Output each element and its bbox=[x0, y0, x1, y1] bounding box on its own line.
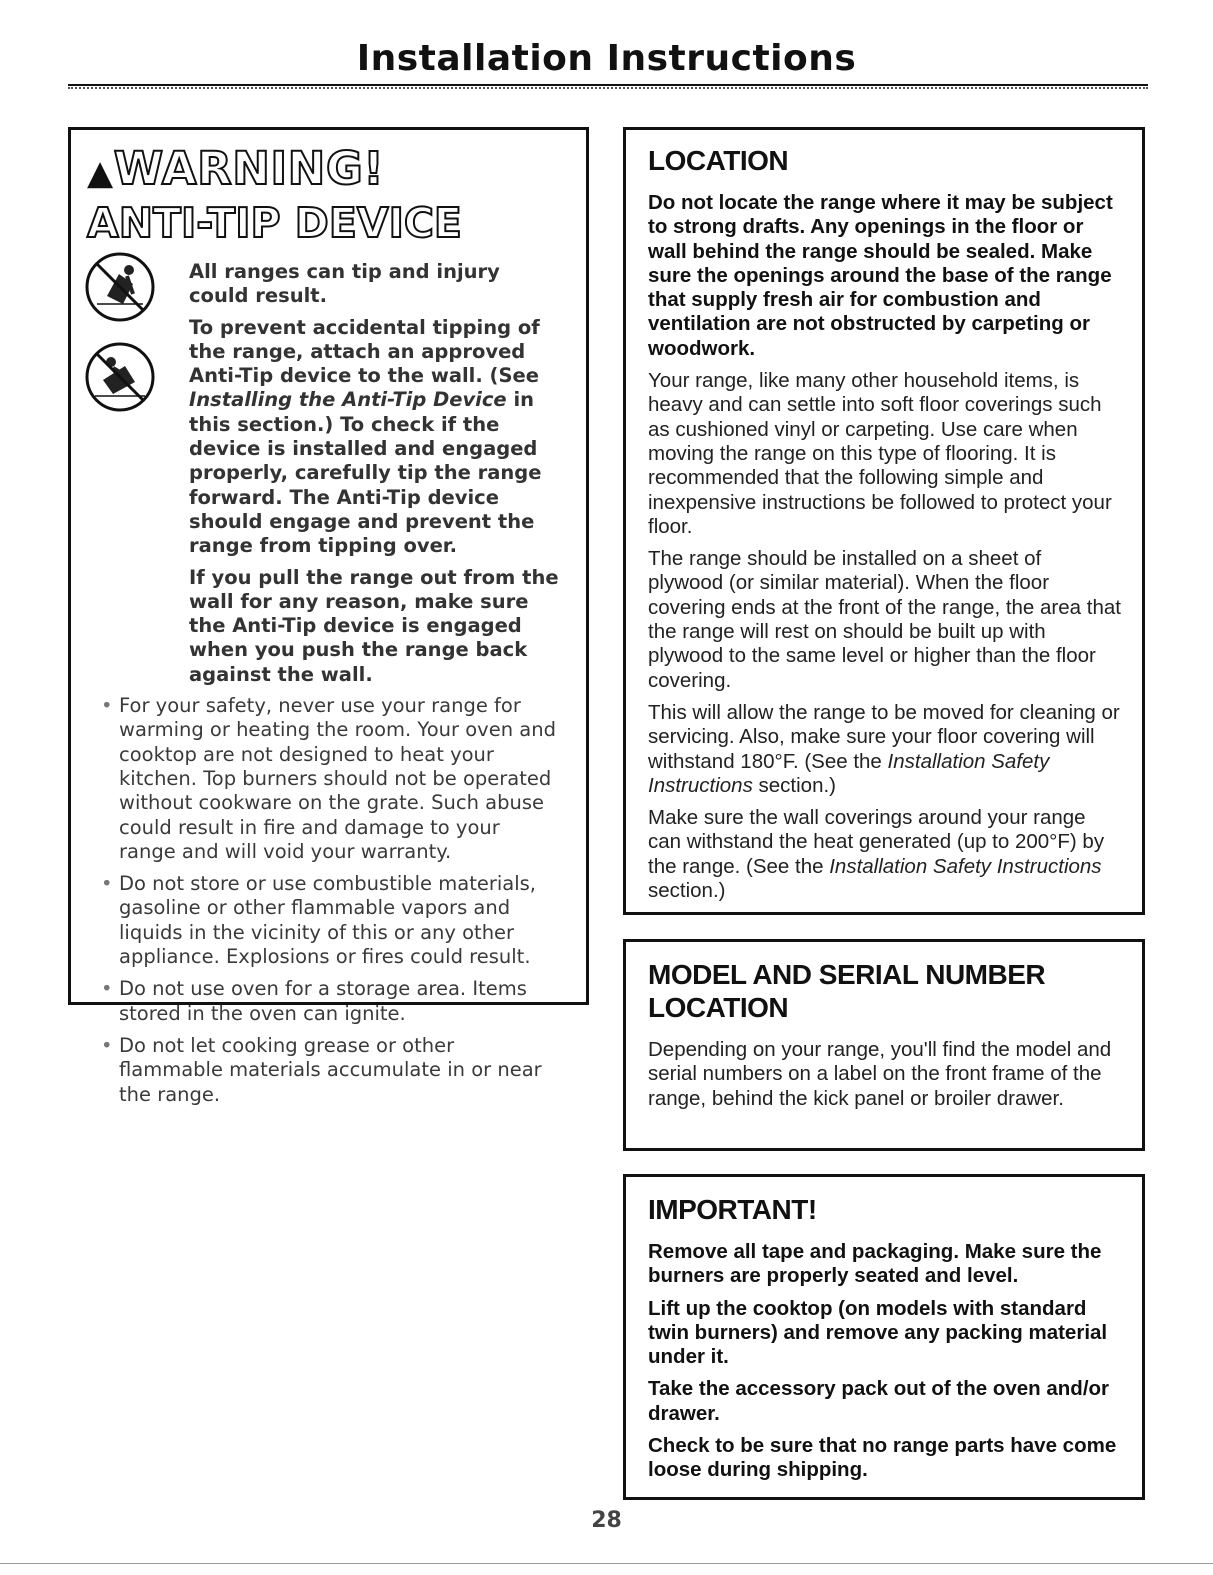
location-paragraph-4 bbox=[648, 806, 1122, 903]
model-serial-title-line-1: MODEL AND SERIAL NUMBER bbox=[648, 959, 1046, 990]
model-serial-box bbox=[623, 939, 1145, 1151]
location-p4-pre: Make sure the wall coverings around your range can withstand the heat generated (up to 200°F) by the range. (See the bbox=[648, 806, 1105, 878]
location-box bbox=[623, 127, 1145, 915]
warning-heading-text: WARNING! bbox=[113, 142, 385, 195]
warning-icons bbox=[83, 250, 183, 430]
warning-bullet: • Do not store or use combustible materials, gasoline or other flammable vapors and liquids in the vicinity of this or any other appliance. Explosions or fires could result. bbox=[101, 872, 562, 969]
page-number: 28 bbox=[591, 1508, 622, 1533]
page-title: Installation Instructions bbox=[356, 38, 857, 79]
warning-heading bbox=[87, 144, 562, 198]
location-bold-paragraph: Do not locate the range where it may be subject to strong drafts. Any openings in the floor or wall behind the range should be sealed. Make sure the openings around the base of the range that supply fresh air for combustion and ventilation are not obstructed by carpeting or woodwork. bbox=[648, 191, 1113, 360]
location-paragraph-2: The range should be installed on a sheet of plywood (or similar material). When the floor covering ends at the front of the range, the area that the range will rest on should be built up with plywood to the same level or higher than the floor covering. bbox=[648, 547, 1121, 692]
location-paragraph-3 bbox=[648, 701, 1122, 798]
important-box bbox=[623, 1174, 1145, 1500]
location-paragraph-1: Your range, like many other household items, is heavy and can settle into soft floor coverings such as cushioned vinyl or carpeting. Use care when moving the range on this type of flooring. It is recommended that the following simple and inexpensive instructions be followed to protect your floor. bbox=[648, 369, 1112, 538]
important-title: IMPORTANT! bbox=[648, 1194, 817, 1225]
model-serial-title bbox=[648, 958, 1122, 1024]
tipping-range-prohibited-icon bbox=[83, 340, 157, 414]
location-title: LOCATION bbox=[648, 145, 789, 176]
warning-p2-pre: To prevent accidental tipping of the range, attach an approved Anti-Tip device to the wall. (See bbox=[189, 315, 540, 388]
warning-triangle-icon: ▲ bbox=[87, 153, 114, 193]
warning-box bbox=[68, 127, 589, 1106]
model-serial-paragraph: Depending on your range, you'll find the model and serial numbers on a label on the front frame of the range, behind the kick panel or broiler drawer. bbox=[648, 1038, 1112, 1110]
location-p4-post: section.) bbox=[648, 879, 726, 903]
bottom-rule bbox=[0, 1563, 1213, 1564]
important-item: Take the accessory pack out of the oven and/or drawer. bbox=[648, 1377, 1110, 1425]
location-p3-post: section.) bbox=[752, 773, 836, 797]
warning-bullet: • Do not use oven for a storage area. Items stored in the oven can ignite. bbox=[101, 977, 562, 1026]
location-p3-pre: This will allow the range to be moved for cleaning or servicing. Also, make sure your floor covering will withstand 180°F. (See the bbox=[648, 700, 1120, 773]
title-rule bbox=[68, 84, 1148, 89]
location-p3-emphasis: Installation Safety Instructions bbox=[648, 749, 1050, 797]
warning-paragraph-2 bbox=[189, 316, 562, 559]
warning-bullet: • Do not let cooking grease or other flammable materials accumulate in or near the range. bbox=[101, 1034, 562, 1107]
warning-p2-emphasis: Installing the Anti-Tip Device bbox=[189, 388, 507, 412]
important-item: Check to be sure that no range parts have come loose during shipping. bbox=[648, 1434, 1117, 1482]
model-serial-title-line-2: LOCATION bbox=[648, 992, 789, 1023]
warning-bullet-list bbox=[101, 694, 562, 1107]
warning-paragraph-1: All ranges can tip and injury could result. bbox=[189, 260, 500, 308]
important-item: Remove all tape and packaging. Make sure the burners are properly seated and level. bbox=[648, 1240, 1102, 1288]
warning-bullet: • For your safety, never use your range for warming or heating the room. Your oven and cooktop are not designed to heat your kitchen. Top burners should not be operated without cookware on the grate. Such abuse could result in fire and damage to your range and will void your warranty. bbox=[101, 694, 562, 864]
tipping-range-prohibited-icon bbox=[83, 250, 157, 324]
location-p4-emphasis: Installation Safety Instructions bbox=[829, 854, 1102, 878]
warning-paragraph-3: If you pull the range out from the wall for any reason, make sure the Anti-Tip device is engaged when you push the range back against the wall. bbox=[189, 565, 559, 686]
important-item: Lift up the cooktop (on models with standard twin burners) and remove any packing material under it. bbox=[648, 1296, 1108, 1369]
warning-p2-post: in this section.) To check if the device is installed and engaged properly, carefully tip the range forward. The Anti-Tip device should engage and prevent the range from tipping over. bbox=[189, 388, 542, 558]
anti-tip-heading: ANTI-TIP DEVICE bbox=[87, 199, 462, 247]
